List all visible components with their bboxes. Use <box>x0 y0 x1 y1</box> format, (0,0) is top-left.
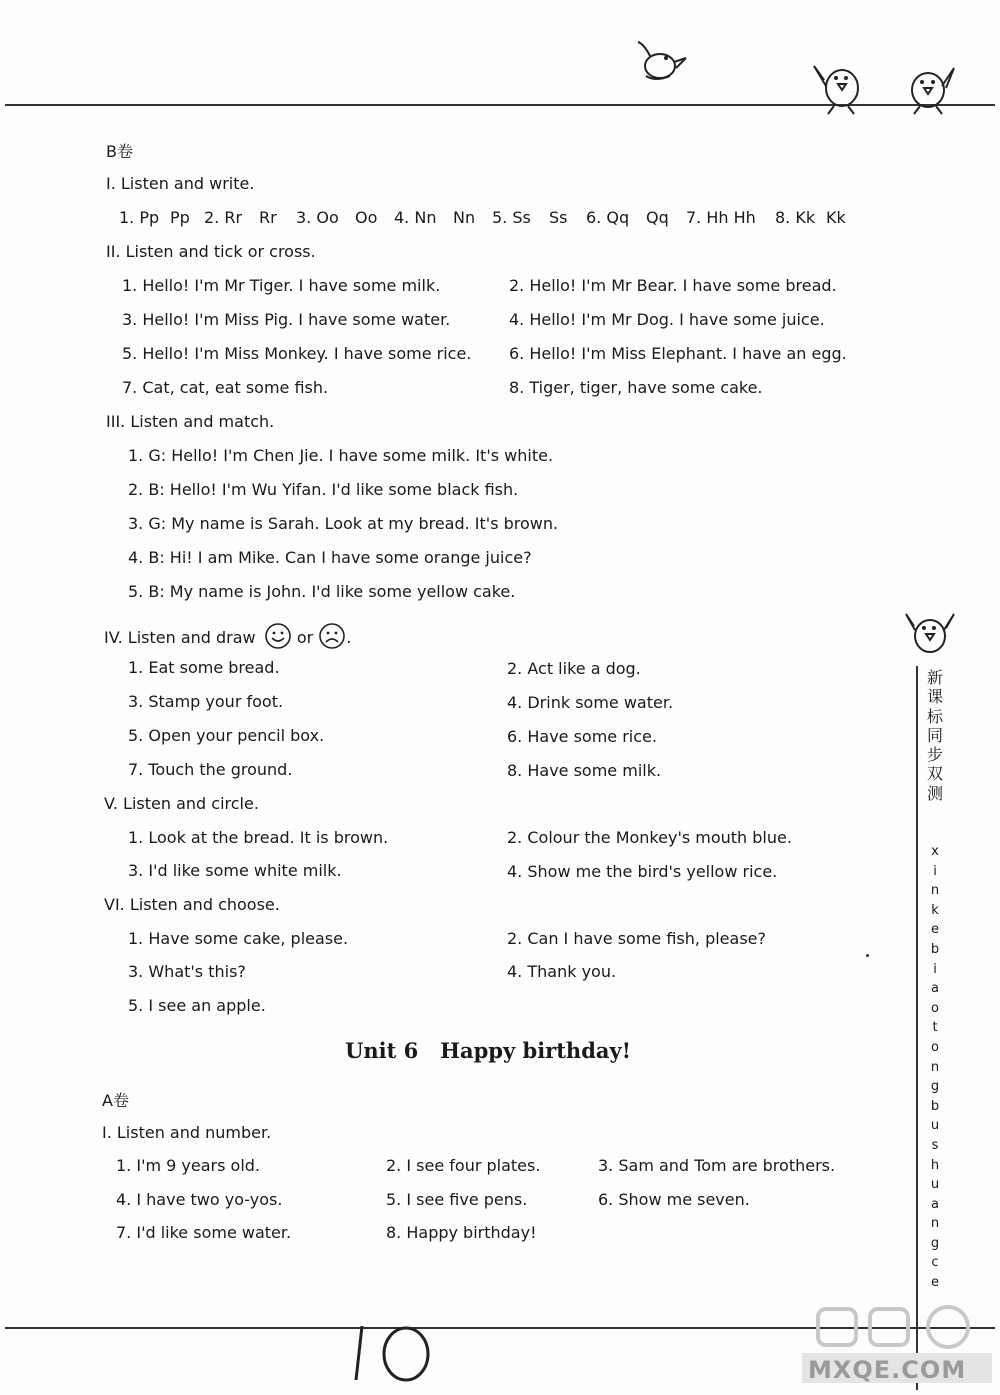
b-section-5-heading: V. Listen and circle. <box>104 794 259 813</box>
answer-item: 8. Kk <box>775 208 816 227</box>
answer-item: Qq <box>646 208 669 227</box>
answer-item: 7. Hh Hh <box>686 208 756 227</box>
answer-item: 4. Thank you. <box>507 962 617 981</box>
answer-item: 4. I have two yo-yos. <box>116 1190 283 1209</box>
watermark-url: MXQE.COM <box>808 1356 967 1384</box>
answer-item: 2. Act like a dog. <box>507 659 641 678</box>
heading-text: IV. Listen and draw <box>104 628 256 647</box>
answer-item: 1. Look at the bread. It is brown. <box>128 828 389 847</box>
answer-item: 3. What's this? <box>128 962 246 981</box>
answer-item: 7. I'd like some water. <box>116 1223 292 1242</box>
answer-item: 4. Show me the bird's yellow rice. <box>507 862 778 881</box>
page-number <box>348 1322 438 1388</box>
answer-item: 2. Hello! I'm Mr Bear. I have some bread. <box>509 276 837 295</box>
answer-item: 8. Tiger, tiger, have some cake. <box>509 378 763 397</box>
answer-item: Nn <box>453 208 476 227</box>
answer-item: 1. Eat some bread. <box>128 658 280 677</box>
answer-item: 5. B: My name is John. I'd like some yellow cake. <box>128 582 516 601</box>
answer-item: Pp <box>170 208 190 227</box>
answer-item: 2. Rr <box>204 208 243 227</box>
answer-item: Rr <box>259 208 277 227</box>
side-title-cn: 新 课 标 同 步 双 测 <box>926 668 943 803</box>
answer-item: Ss <box>549 208 568 227</box>
answer-item: 1. G: Hello! I'm Chen Jie. I have some milk. It's white. <box>128 446 554 465</box>
section-a-label: A卷 <box>102 1091 129 1110</box>
answer-item: 8. Have some milk. <box>507 761 662 780</box>
watermark-logo <box>798 1295 998 1395</box>
answer-item: 5. Ss <box>492 208 531 227</box>
flying-bird-icon <box>636 38 698 82</box>
answer-item: 6. Show me seven. <box>598 1190 750 1209</box>
answer-item: 2. B: Hello! I'm Wu Yifan. I'd like some black fish. <box>128 480 519 499</box>
answer-item: 2. I see four plates. <box>386 1156 541 1175</box>
answer-item: 3. I'd like some white milk. <box>128 861 342 880</box>
answer-item: 3. Stamp your foot. <box>128 692 284 711</box>
heading-or: or <box>296 628 314 647</box>
side-rule <box>916 666 918 1390</box>
answer-item: 5. Open your pencil box. <box>128 726 325 745</box>
answer-item: 4. Hello! I'm Mr Dog. I have some juice. <box>509 310 825 329</box>
bird-icon <box>812 56 868 116</box>
answer-item: 6. Qq <box>586 208 630 227</box>
b-section-3-heading: III. Listen and match. <box>106 412 275 431</box>
b-section-4-heading <box>104 622 351 650</box>
answer-item: 5. I see an apple. <box>128 996 266 1015</box>
bird-icon <box>902 60 956 116</box>
answer-item: 3. G: My name is Sarah. Look at my bread. It's brown. <box>128 514 559 533</box>
answer-item: 7. Touch the ground. <box>128 760 293 779</box>
answer-item: 1. Hello! I'm Mr Tiger. I have some milk. <box>122 276 441 295</box>
answer-item: 1. Have some cake, please. <box>128 929 349 948</box>
a-section-1-heading: I. Listen and number. <box>102 1123 272 1142</box>
answer-item: 3. Hello! I'm Miss Pig. I have some water. <box>122 310 451 329</box>
answer-item: 8. Happy birthday! <box>386 1223 537 1242</box>
answer-item: Kk <box>826 208 846 227</box>
sad-face-icon <box>318 622 346 650</box>
answer-item: 4. B: Hi! I am Mike. Can I have some orange juice? <box>128 548 532 567</box>
answer-item: 4. Drink some water. <box>507 693 674 712</box>
answer-item: 5. I see five pens. <box>386 1190 528 1209</box>
side-title-pinyin: x i n k e b i a o t o n g b u s h u a n g c e <box>930 844 940 1291</box>
section-b-label: B卷 <box>106 142 133 161</box>
answer-item: 5. Hello! I'm Miss Monkey. I have some rice. <box>122 344 472 363</box>
answer-item: 3. Sam and Tom are brothers. <box>598 1156 836 1175</box>
heading-end: . <box>346 628 352 647</box>
answer-item: 2. Can I have some fish, please? <box>507 929 766 948</box>
smiley-face-icon <box>264 622 292 650</box>
answer-item: 7. Cat, cat, eat some fish. <box>122 378 329 397</box>
answer-item: 4. Nn <box>394 208 437 227</box>
unit-title: Unit 6 Happy birthday! <box>345 1038 631 1063</box>
answer-item: 6. Hello! I'm Miss Elephant. I have an egg. <box>509 344 847 363</box>
answer-item: Oo <box>355 208 378 227</box>
b-section-2-heading: II. Listen and tick or cross. <box>106 242 316 261</box>
answer-item: 1. I'm 9 years old. <box>116 1156 260 1175</box>
side-bird-icon <box>904 606 956 662</box>
answer-item: 1. Pp <box>119 208 160 227</box>
stray-dot <box>866 954 869 957</box>
answer-item: 3. Oo <box>296 208 339 227</box>
b-section-6-heading: VI. Listen and choose. <box>104 895 280 914</box>
b-section-1-heading: I. Listen and write. <box>106 174 255 193</box>
answer-item: 6. Have some rice. <box>507 727 657 746</box>
answer-item: 2. Colour the Monkey's mouth blue. <box>507 828 792 847</box>
